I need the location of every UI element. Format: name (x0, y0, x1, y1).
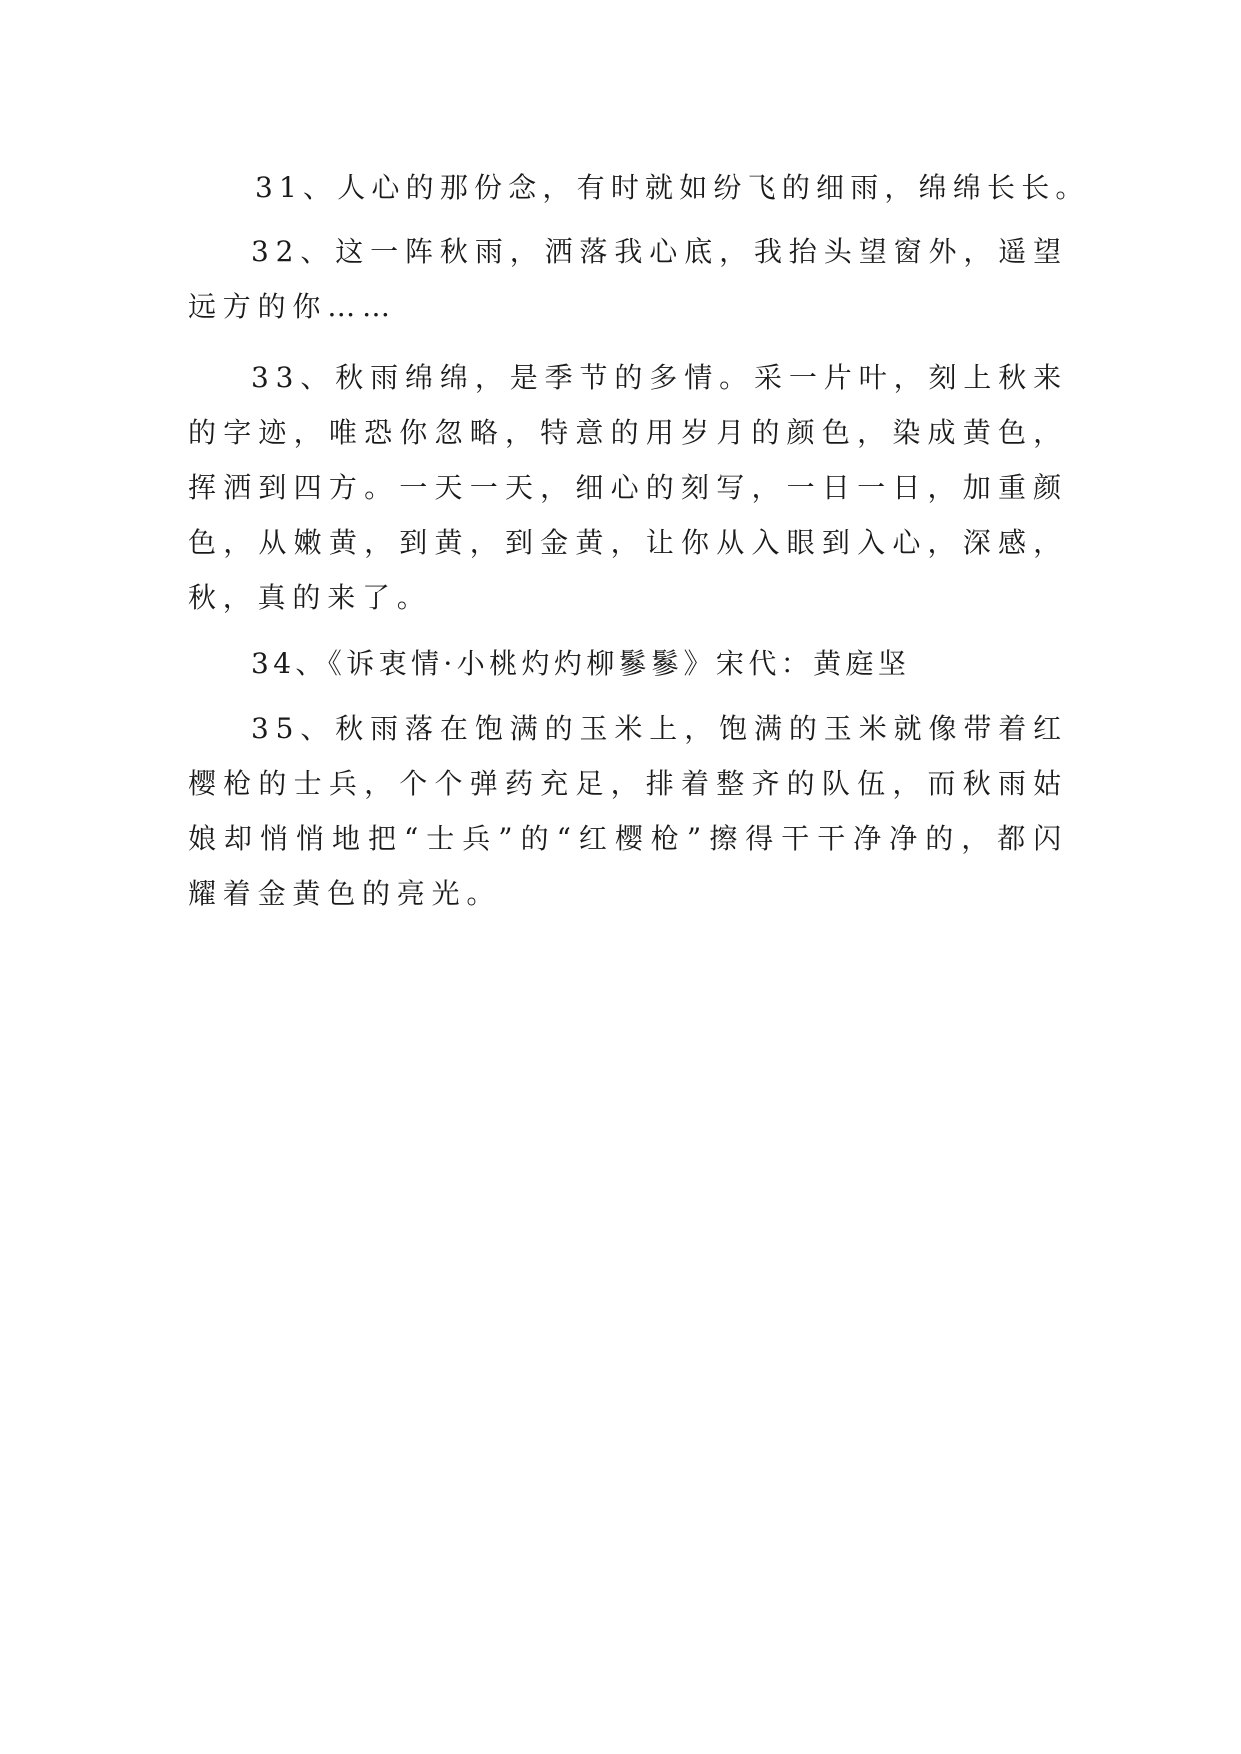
document-body (188, 160, 1090, 921)
paragraph-34: 34、《诉衷情·小桃灼灼柳鬖鬖》宋代：黄庭坚 (251, 647, 911, 680)
paragraph-32: 32、这一阵秋雨，洒落我心底，我抬头望窗外，遥望远方的你…… (188, 235, 1068, 323)
paragraph-35: 35、秋雨落在饱满的玉米上，饱满的玉米就像带着红樱枪的士兵，个个弹药充足，排着整齐的队伍，而秋雨姑娘却悄悄地把“士兵”的“红樱枪”擦得干干净净的，都闪耀着金黄色的亮光。 (188, 712, 1068, 910)
paragraph-31: 31、人心的那份念，有时就如纷飞的细雨，绵绵长长。 (255, 171, 1090, 204)
paragraph-33: 33、秋雨绵绵，是季节的多情。采一片叶，刻上秋来的字迹，唯恐你忽略，特意的用岁月的颜色，染成黄色，挥洒到四方。一天一天，细心的刻写，一日一日，加重颜色，从嫩黄，到黄，到金黄，让你从入眼到入心，深感，秋，真的来了。 (188, 361, 1068, 614)
